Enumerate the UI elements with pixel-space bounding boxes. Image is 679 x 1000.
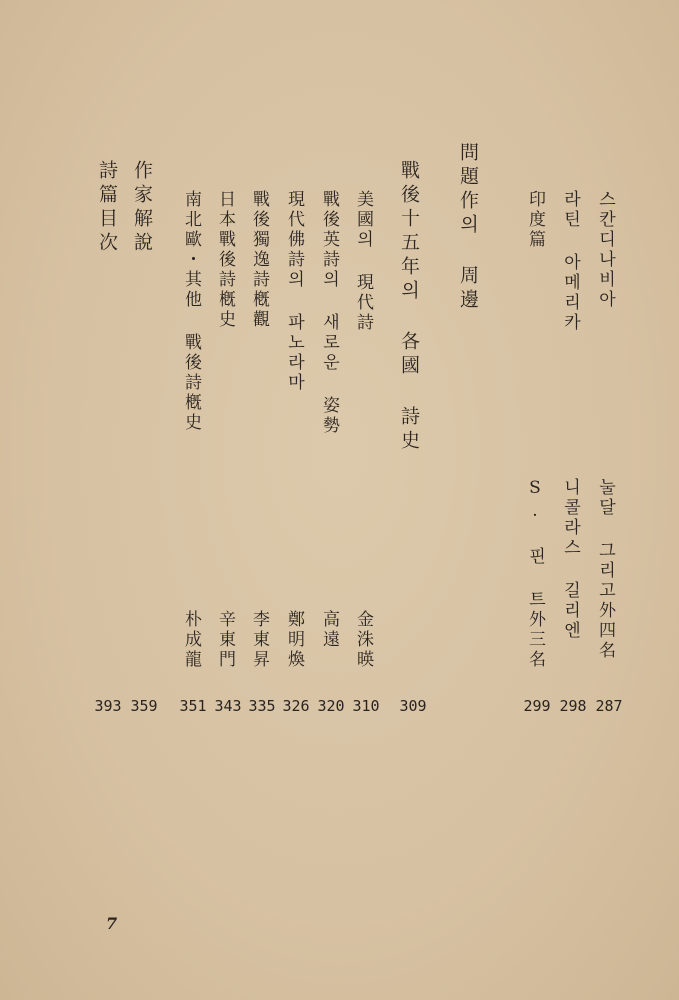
toc-entry-author: 鄭明煥 xyxy=(284,610,304,670)
toc-entry-page: 393 xyxy=(94,697,122,715)
toc-entry-author: 눌달 그리고外四名 xyxy=(595,478,615,661)
toc-entry-title: 南北歐・其他 戰後詩槪史 xyxy=(181,190,201,433)
toc-section-heading: 戰後十五年의 各國 詩史 xyxy=(398,160,420,454)
toc-entry-page: 359 xyxy=(130,697,158,715)
toc-entry-title: 라틴 아메리카 xyxy=(560,190,580,333)
toc-entry-author: 朴成龍 xyxy=(181,610,201,670)
toc-section-heading: 作家解說 xyxy=(131,160,153,256)
toc-entry-page: 320 xyxy=(317,697,345,715)
toc-entry-author: 李東昇 xyxy=(249,610,269,670)
toc-entry-title: 美國의 現代詩 xyxy=(353,190,373,333)
toc-entry-title: 스칸디나비아 xyxy=(595,190,615,310)
toc-entry-page: 335 xyxy=(248,697,276,715)
toc-entry-author: S. 핀 트外三名 xyxy=(525,478,545,670)
toc-entry-page: 298 xyxy=(559,697,587,715)
toc-entry-page: 287 xyxy=(595,697,623,715)
toc-entry-title: 現代佛詩의 파노라마 xyxy=(284,190,304,393)
toc-entry-page: 309 xyxy=(399,697,427,715)
toc-entry-title: 戰後英詩의 새로운 姿勢 xyxy=(319,190,339,436)
toc-entry-page: 351 xyxy=(179,697,207,715)
toc-entry-page: 343 xyxy=(214,697,242,715)
toc-entry-title: 印度篇 xyxy=(525,190,545,250)
toc-entry-author: 高遠 xyxy=(319,610,339,650)
toc-section-heading: 問題作의 周邊 xyxy=(457,142,479,313)
toc-entry-page: 310 xyxy=(352,697,380,715)
toc-entry-title: 戰後獨逸詩槪觀 xyxy=(249,190,269,330)
toc-entry-title: 日本戰後詩槪史 xyxy=(215,190,235,330)
toc-entry-author: 니콜라스 길리엔 xyxy=(560,478,580,641)
page-number: 7 xyxy=(106,914,118,933)
toc-entry-page: 299 xyxy=(523,697,551,715)
toc-entry-author: 辛東門 xyxy=(215,610,235,670)
toc-section-heading: 詩篇目次 xyxy=(96,160,118,256)
toc-entry-author: 金洙暎 xyxy=(353,610,373,670)
toc-entry-page: 326 xyxy=(282,697,310,715)
